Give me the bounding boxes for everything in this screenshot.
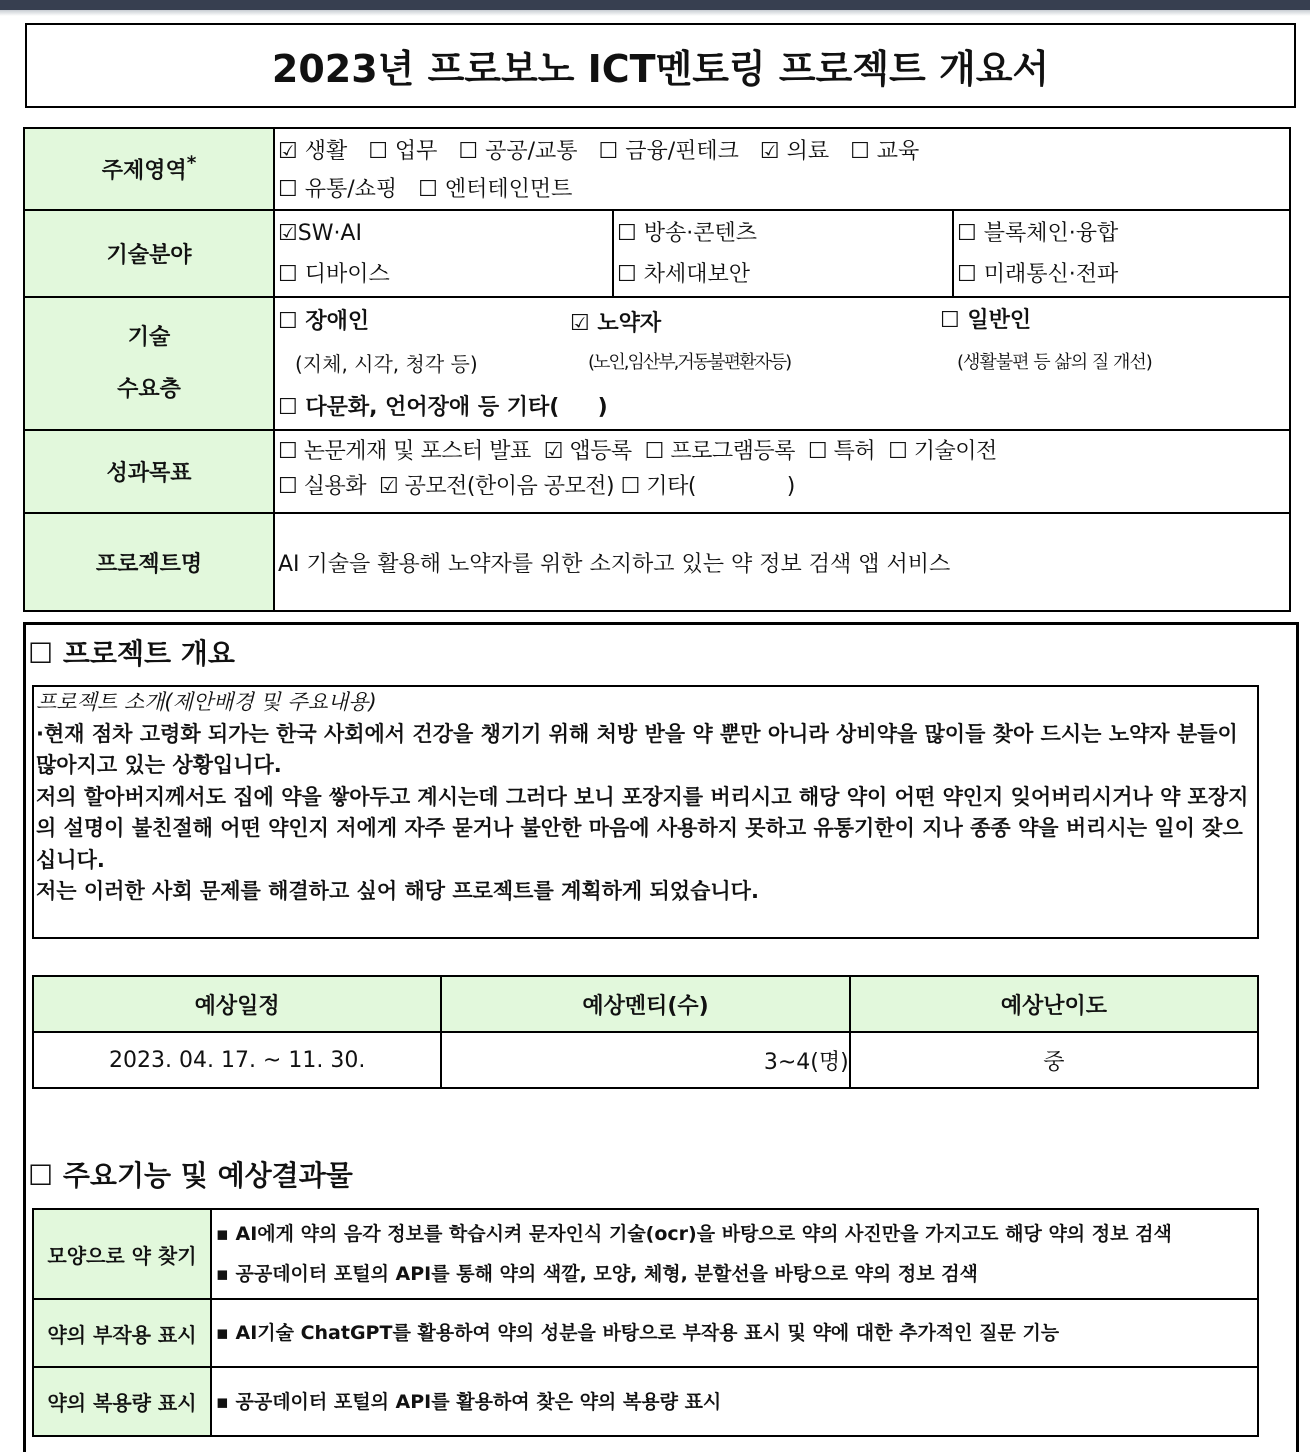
intro-caption: 프로젝트 소개(제안배경 및 주요내용) (36, 690, 377, 714)
goal-options-line1[interactable]: ☐ 논문게재 및 포스터 발표 ☑ 앱등록 ☐ 프로그램등록 ☐ 특허 ☐ 기술이전 (278, 439, 997, 464)
feature-item: ▪ 공공데이터 포털의 API를 통해 약의 색깔, 모양, 체형, 분할선을 바탕으로 약의 정보 검색 (216, 1263, 978, 1285)
topic-label-text: 주제영역 (101, 158, 187, 184)
topic-label (24, 128, 274, 210)
feature-label: 약의 복용량 표시 (33, 1367, 211, 1436)
project-name-value: AI 기술을 활용해 노약자를 위한 소지하고 있는 약 정보 검색 앱 서비스 (278, 551, 951, 577)
demand-option-elderly[interactable]: ☑ 노약자 (570, 311, 662, 336)
tech-option-device[interactable]: ☐ 디바이스 (278, 262, 390, 287)
feature-item: ▪ 공공데이터 포털의 API를 활용하여 찾은 약의 복용량 표시 (216, 1390, 722, 1413)
demand-note-disabled: (지체, 시각, 청각 등) (295, 352, 478, 376)
demand-option-general[interactable]: ☐ 일반인 (940, 308, 1032, 333)
difficulty-header: 예상난이도 (850, 976, 1258, 1032)
demand-option-other[interactable]: ☐ 다문화, 언어장애 등 기타( ) (278, 395, 608, 420)
tech-option-telecom[interactable]: ☐ 미래통신·전파 (957, 262, 1119, 287)
document-title: 2023년 프로보노 ICT멘토링 프로젝트 개요서 (25, 23, 1296, 108)
schedule-header: 예상일정 (33, 976, 441, 1032)
project-intro-box (32, 685, 1259, 939)
demand-note-general: (생활불편 등 삶의 질 개선) (957, 352, 1152, 373)
mentee-value: 3~4(명) (441, 1032, 849, 1088)
schedule-table (32, 975, 1259, 1089)
feature-label: 약의 부작용 표시 (33, 1299, 211, 1367)
mentee-header: 예상멘티(수) (441, 976, 849, 1032)
tech-option-sw-ai[interactable]: ☑SW·AI (278, 221, 362, 246)
features-heading: ☐ 주요기능 및 예상결과물 (28, 1159, 353, 1192)
goal-label: 성과목표 (24, 430, 274, 513)
feature-label: 모양으로 약 찾기 (33, 1209, 211, 1299)
intro-paragraph: 저는 이러한 사회 문제를 해결하고 싶어 해당 프로젝트를 계획하게 되었습니다. (36, 879, 759, 903)
demand-label-line1: 기술 (127, 324, 171, 350)
intro-paragraph: ·현재 점차 고령화 되가는 한국 사회에서 건강을 챙기기 위해 처방 받을 약 뿐만 아니라 상비약을 많이들 찾아 드시는 노약자 분들이 많아지고 있는 상황입니다. (36, 721, 1238, 777)
project-info-table (23, 127, 1291, 612)
project-name-label: 프로젝트명 (24, 513, 274, 611)
feature-item: ▪ AI에게 약의 음각 정보를 학습시켜 문자인식 기술(ocr)을 바탕으로 약의 사진만을 가지고도 해당 약의 정보 검색 (216, 1223, 1172, 1245)
schedule-value: 2023. 04. 17. ~ 11. 30. (33, 1032, 441, 1088)
required-mark: * (186, 153, 197, 175)
demand-note-elderly: (노인,임산부,거동불편환자등) (588, 352, 791, 373)
topic-options-line2[interactable]: ☐ 유통/쇼핑 ☐ 엔터테인먼트 (278, 177, 573, 202)
tech-option-blockchain[interactable]: ☐ 블록체인·융합 (957, 221, 1119, 246)
demand-label-line2: 수요층 (117, 376, 181, 402)
tech-label: 기술분야 (24, 210, 274, 297)
overview-heading: ☐ 프로젝트 개요 (28, 637, 235, 670)
features-table (32, 1208, 1259, 1437)
top-bar-shadow (0, 10, 1310, 16)
goal-options-line2[interactable]: ☐ 실용화 ☑ 공모전(한이음 공모전) ☐ 기타( ) (278, 474, 795, 499)
feature-item: ▪ AI기술 ChatGPT를 활용하여 약의 성분을 바탕으로 부작용 표시 및 약에 대한 추가적인 질문 기능 (216, 1322, 1060, 1344)
demand-label (24, 297, 274, 430)
topic-options-line1[interactable]: ☑ 생활 ☐ 업무 ☐ 공공/교통 ☐ 금융/핀테크 ☑ 의료 ☐ 교육 (278, 139, 920, 164)
tech-option-broadcast[interactable]: ☐ 방송·콘텐츠 (617, 221, 757, 246)
tech-option-security[interactable]: ☐ 차세대보안 (617, 262, 750, 287)
window-top-bar (0, 0, 1310, 10)
difficulty-value: 중 (850, 1032, 1258, 1088)
intro-paragraph: 저의 할아버지께서도 집에 약을 쌓아두고 계시는데 그러다 보니 포장지를 버리시고 해당 약이 어떤 약인지 잊어버리시거나 약 포장지의 설명이 불친절해 어떤 약인지 저에게 자주 묻거나 불안한 마음에 사용하지 못하고 유통기한이 지나 종종 약을 버리시는 일이 잦으십니다. (36, 784, 1249, 872)
demand-option-disabled[interactable]: ☐ 장애인 (278, 309, 370, 334)
